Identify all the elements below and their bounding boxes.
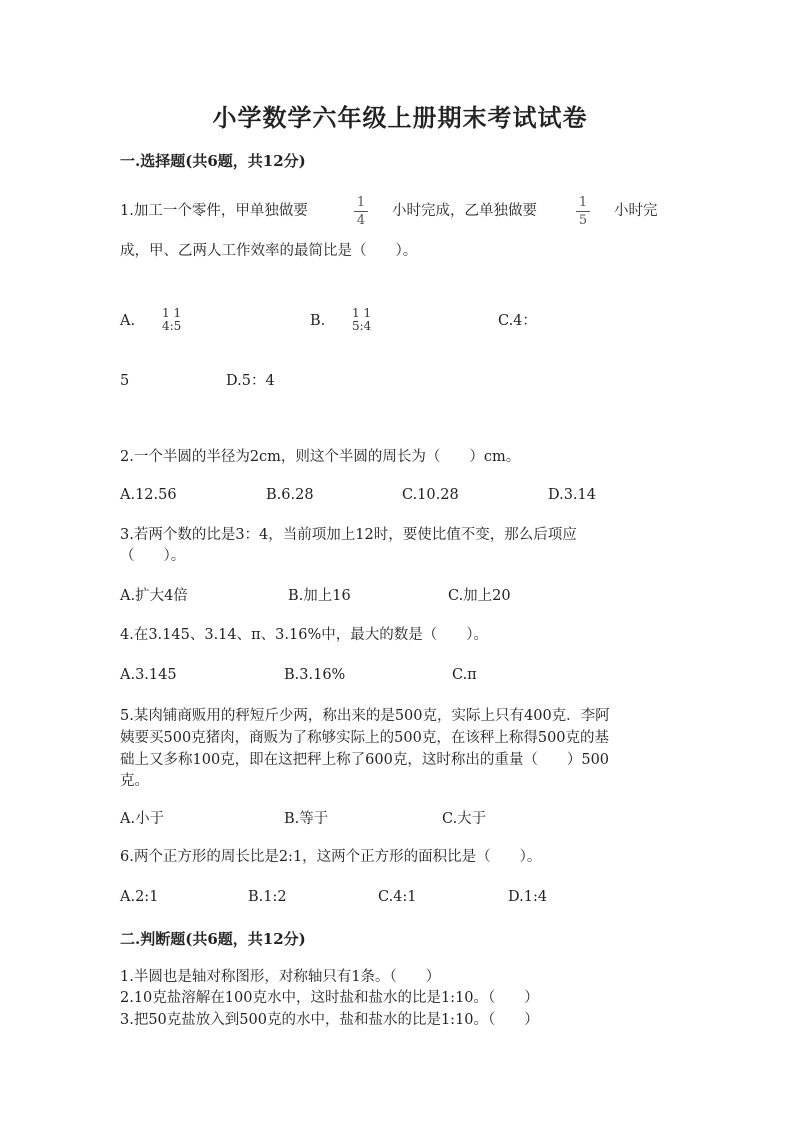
q1-option-a-ratio-top: 1 1 <box>162 306 182 320</box>
q6-option-c: C.4:1 <box>378 889 417 905</box>
section-heading-choice: 一.选择题(共6题，共12分) <box>120 152 306 170</box>
q2-option-b: B.6.28 <box>266 487 314 503</box>
q5-text-line4: 克。 <box>120 773 149 789</box>
q6-option-b: B.1:2 <box>248 889 287 905</box>
q1-option-b-ratio-bottom: 5:4 <box>352 319 372 333</box>
q3-option-b: B.加上16 <box>288 588 351 604</box>
q5-text-line1: 5.某肉铺商贩用的秤短斤少两，称出来的是500克，实际上只有400克．李阿 <box>120 708 610 724</box>
q2-option-d: D.3.14 <box>548 487 597 503</box>
q1-option-b-label: B. <box>310 313 326 329</box>
section-heading-judgement: 二.判断题(共6题，共12分) <box>120 930 306 948</box>
q2-option-a: A.12.56 <box>120 487 177 503</box>
q6-option-d: D.1:4 <box>508 889 548 905</box>
q1-frac2-bar <box>576 211 590 212</box>
q1-frac2-numerator: 1 <box>578 195 588 210</box>
q1-option-c: C.4： <box>498 313 537 329</box>
q1-option-a-ratio <box>162 307 181 333</box>
q1-option-a-label: A. <box>120 313 136 329</box>
judgement-item-3: 3.把50克盐放入到500克的水中，盐和盐水的比是1:10。（ ） <box>120 1012 539 1028</box>
q4-option-c: C.π <box>452 667 477 683</box>
q3-text-line1: 3.若两个数的比是3：4，当前项加上12时，要使比值不变，那么后项应 <box>120 527 577 543</box>
q4-option-b: B.3.16% <box>284 667 346 683</box>
q1-option-a-ratio-bottom: 4:5 <box>162 319 182 333</box>
q1-text-part3: 小时完 <box>614 203 658 219</box>
q5-text-line3: 础上又多称100克，即在这把秤上称了600克，这时称出的重量（ ）500 <box>120 752 610 768</box>
q1-option-c-continued: 5 <box>120 373 130 389</box>
q5-option-a: A.小于 <box>120 811 165 827</box>
q1-option-b-ratio-top: 1 1 <box>352 306 372 320</box>
judgement-item-1: 1.半圆也是轴对称图形，对称轴只有1条。（ ） <box>120 969 441 985</box>
page-title: 小学数学六年级上册期末考试试卷 <box>212 103 588 132</box>
q2-text: 2.一个半圆的半径为2cm，则这个半圆的周长为（ ）cm。 <box>120 449 521 465</box>
q1-frac1-denominator: 4 <box>356 213 366 228</box>
q6-option-a: A.2:1 <box>120 889 159 905</box>
q5-option-b: B.等于 <box>284 811 329 827</box>
q1-option-b-ratio <box>352 307 371 333</box>
q5-text-line2: 姨要买500克猪肉，商贩为了称够实际上的500克，在该秤上称得500克的基 <box>120 730 610 746</box>
judgement-item-2: 2.10克盐溶解在100克水中，这时盐和盐水的比是1:10。（ ） <box>120 990 539 1006</box>
q4-option-a: A.3.145 <box>120 667 177 683</box>
q1-text-part2: 小时完成，乙单独做要 <box>392 203 537 219</box>
q6-text: 6.两个正方形的周长比是2:1，这两个正方形的面积比是（ ）。 <box>120 849 542 865</box>
q1-frac1-bar <box>354 211 368 212</box>
q1-text-line2: 成，甲、乙两人工作效率的最简比是（ ）。 <box>120 243 418 259</box>
q1-fraction-1 <box>354 195 368 228</box>
q1-frac1-numerator: 1 <box>356 195 366 210</box>
q3-option-a: A.扩大4倍 <box>120 588 188 604</box>
q3-text-line2: （ ）。 <box>120 548 186 564</box>
q5-option-c: C.大于 <box>442 811 487 827</box>
q1-option-d: D.5：4 <box>226 373 275 389</box>
q1-frac2-denominator: 5 <box>578 213 588 228</box>
q3-option-c: C.加上20 <box>448 588 511 604</box>
q1-fraction-2 <box>576 195 590 228</box>
q1-text-part1: 1.加工一个零件，甲单独做要 <box>120 203 308 219</box>
q4-text: 4.在3.145、3.14、π、3.16%中，最大的数是（ ）。 <box>120 627 488 643</box>
q2-option-c: C.10.28 <box>402 487 459 503</box>
